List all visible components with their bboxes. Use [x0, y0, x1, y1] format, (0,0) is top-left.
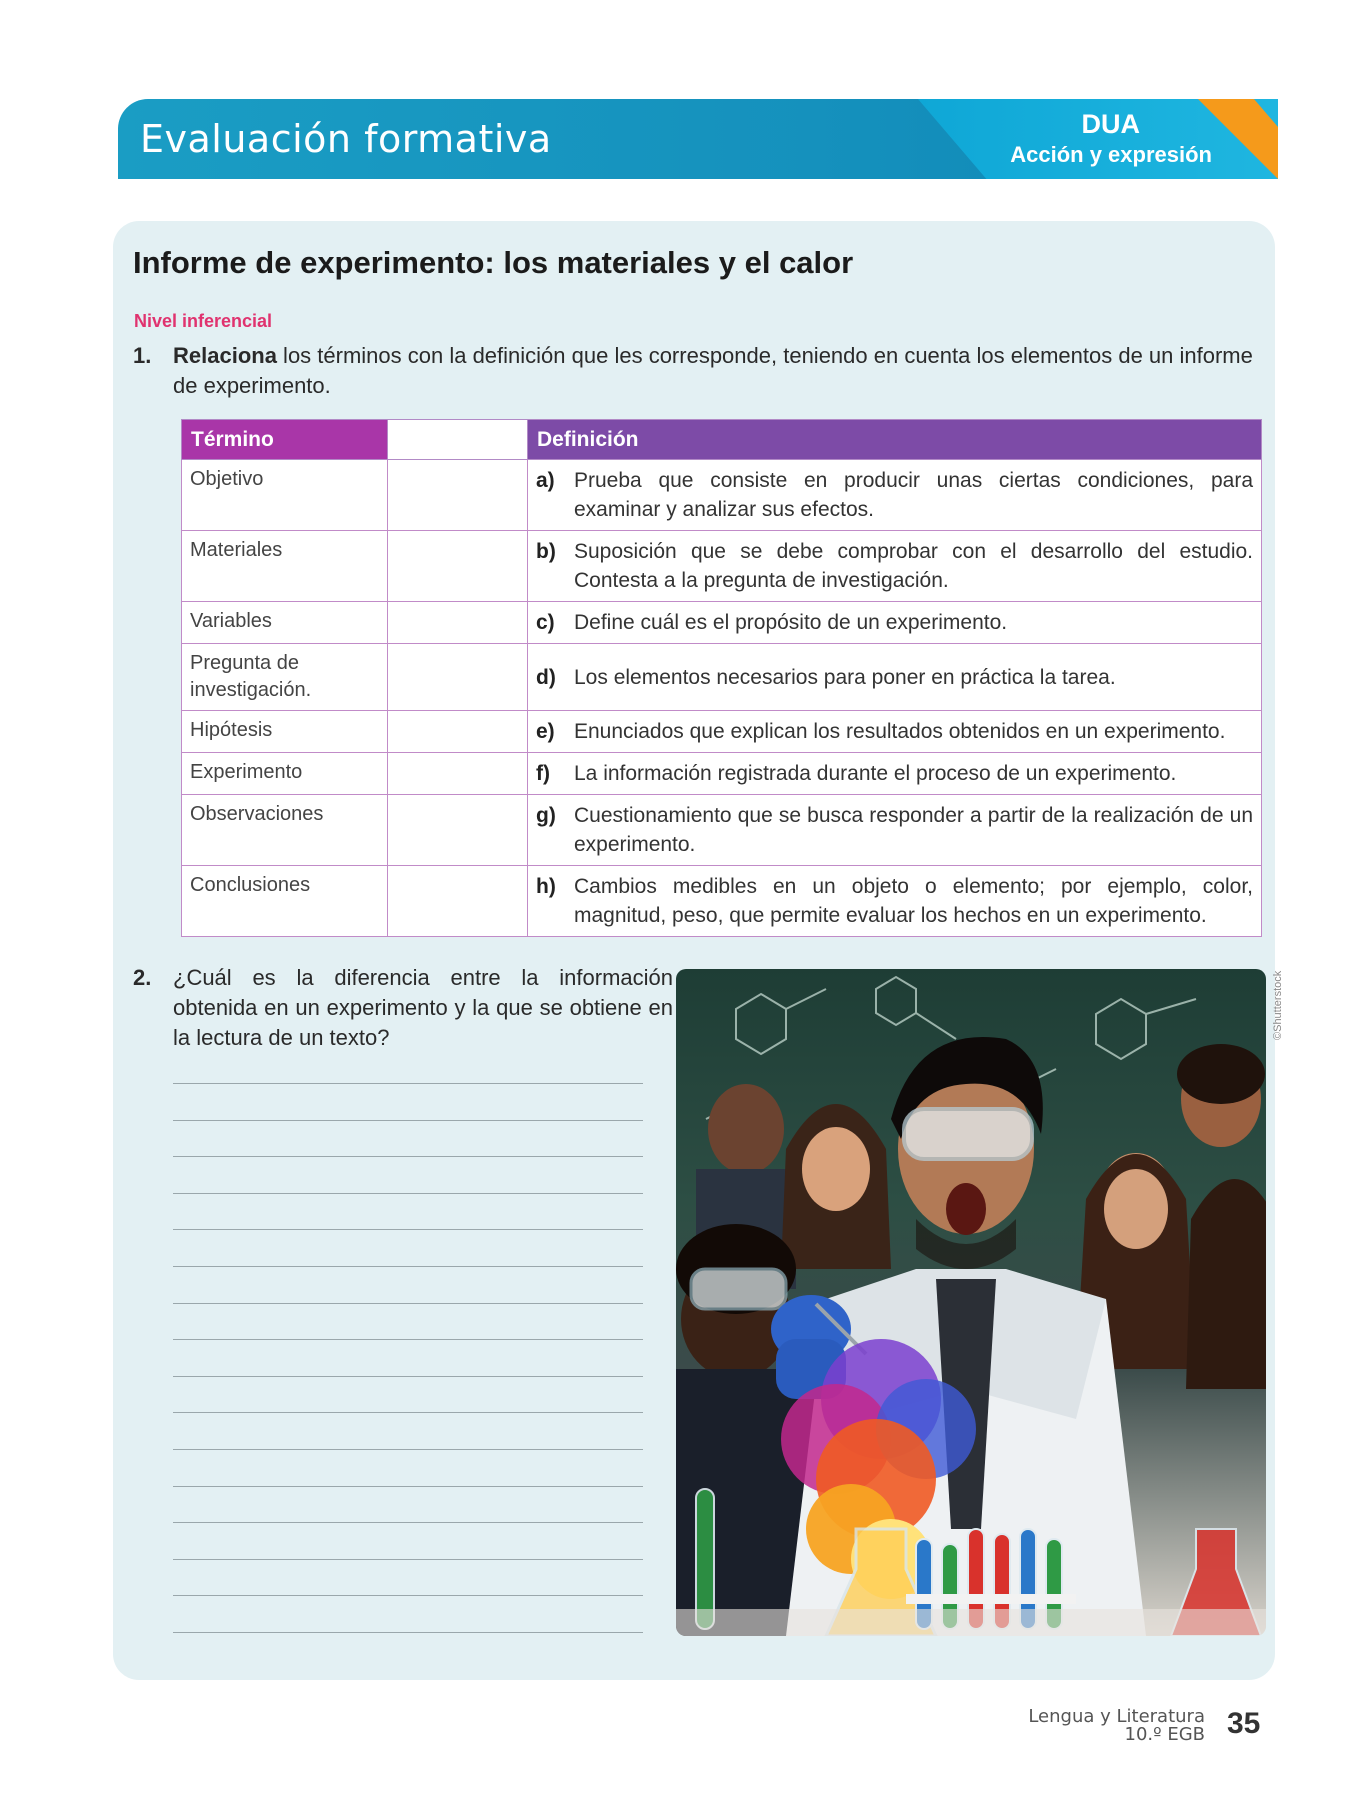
dua-label: DUA — [1081, 109, 1140, 139]
question-1-text — [173, 341, 1273, 401]
definition-letter: c) — [536, 611, 555, 634]
answer-cell[interactable] — [388, 602, 528, 644]
answer-line[interactable] — [173, 1522, 643, 1523]
answer-cell[interactable] — [388, 460, 528, 531]
definition-text: Define cuál es el propósito de un experimento. — [574, 611, 1008, 634]
table-row — [182, 531, 1262, 602]
instruction-verb: Relaciona — [173, 343, 277, 368]
term-cell: Experimento — [182, 753, 388, 795]
answer-line[interactable] — [173, 1120, 643, 1121]
subject-name: Lengua y Literatura — [1028, 1706, 1205, 1727]
definition-text: Suposición que se debe comprobar con el desarrollo del estudio. Contesta a la pregunta de investigación. — [574, 540, 1253, 592]
term-cell: Materiales — [182, 531, 388, 602]
definition-cell — [528, 795, 1262, 866]
term-cell: Objetivo — [182, 460, 388, 531]
answer-line[interactable] — [173, 1266, 643, 1267]
page-number: 35 — [1227, 1707, 1261, 1740]
definition-text: Los elementos necesarios para poner en práctica la tarea. — [574, 665, 1116, 689]
answer-line[interactable] — [173, 1632, 643, 1633]
answer-line[interactable] — [173, 1339, 643, 1340]
answer-cell[interactable] — [388, 795, 528, 866]
definition-letter: a) — [536, 469, 555, 492]
answer-lines[interactable] — [173, 1083, 643, 1669]
answer-line[interactable] — [173, 1559, 643, 1560]
question-2-text: ¿Cuál es la diferencia entre la información obtenida en un experimento y la que se obtiene en la lectura de un texto? — [173, 965, 673, 1050]
answer-line[interactable] — [173, 1486, 643, 1487]
section-title: Informe de experimento: los materiales y el calor — [133, 245, 854, 280]
definition-cell — [528, 866, 1262, 937]
definition-cell — [528, 644, 1262, 711]
term-cell: Pregunta de investigación. — [182, 644, 388, 711]
table-row — [182, 602, 1262, 644]
term-cell: Observaciones — [182, 795, 388, 866]
page-title: Evaluación formativa — [140, 117, 552, 161]
answer-line[interactable] — [173, 1376, 643, 1377]
definition-text: Prueba que consiste en producir unas ciertas condiciones, para examinar y analizar sus efectos. — [574, 469, 1253, 521]
question-number: 1. — [133, 343, 152, 368]
definition-cell — [528, 711, 1262, 753]
image-credit: ©Shutterstock — [1272, 970, 1284, 1040]
experiment-illustration — [676, 969, 1266, 1636]
definition-letter: g) — [536, 804, 556, 827]
answer-cell[interactable] — [388, 711, 528, 753]
question-number: 2. — [133, 965, 152, 990]
term-cell: Variables — [182, 602, 388, 644]
footer-subject — [1010, 1708, 1205, 1744]
answer-line[interactable] — [173, 1303, 643, 1304]
table-row — [182, 866, 1262, 937]
definition-letter: b) — [536, 540, 556, 563]
answer-line[interactable] — [173, 1449, 643, 1450]
header-definition: Definición — [528, 420, 1262, 460]
header-banner — [118, 99, 1278, 179]
definition-cell — [528, 460, 1262, 531]
definition-text: La información registrada durante el proceso de un experimento. — [574, 762, 1177, 785]
answer-line[interactable] — [173, 1412, 643, 1413]
table-row — [182, 753, 1262, 795]
level-label: Nivel inferencial — [134, 311, 273, 331]
answer-cell[interactable] — [388, 644, 528, 711]
dua-subtitle: Acción y expresión — [1010, 142, 1212, 167]
answer-cell[interactable] — [388, 753, 528, 795]
answer-line[interactable] — [173, 1083, 643, 1084]
table-row — [182, 460, 1262, 531]
definition-letter: e) — [536, 720, 555, 743]
answer-cell[interactable] — [388, 531, 528, 602]
definition-letter: h) — [536, 875, 556, 898]
answer-line[interactable] — [173, 1193, 643, 1194]
definition-text: Enunciados que explican los resultados obtenidos en un experimento. — [574, 720, 1226, 743]
term-cell: Conclusiones — [182, 866, 388, 937]
definition-text: Cuestionamiento que se busca responder a partir de la realización de un experimento. — [574, 804, 1253, 856]
content-panel — [113, 221, 1275, 1680]
definition-letter: d) — [536, 665, 556, 689]
definition-text: Cambios medibles en un objeto o elemento; por ejemplo, color, magnitud, peso, que permite evaluar los hechos en un experimento. — [574, 875, 1253, 927]
answer-line[interactable] — [173, 1156, 643, 1157]
answer-line[interactable] — [173, 1595, 643, 1596]
table-row — [182, 644, 1262, 711]
matching-table — [181, 419, 1262, 937]
header-answer-column — [388, 420, 528, 460]
instruction-text: los términos con la definición que les corresponde, teniendo en cuenta los elementos de un informe de experimento. — [173, 343, 1253, 398]
answer-line[interactable] — [173, 1229, 643, 1230]
definition-letter: f) — [536, 762, 550, 785]
term-cell: Hipótesis — [182, 711, 388, 753]
definition-cell — [528, 531, 1262, 602]
table-row — [182, 795, 1262, 866]
experiment-photo — [676, 969, 1266, 1636]
answer-cell[interactable] — [388, 866, 528, 937]
grade-label: 10.º EGB — [1124, 1724, 1205, 1745]
definition-cell — [528, 753, 1262, 795]
definition-cell — [528, 602, 1262, 644]
header-term: Término — [182, 420, 388, 460]
table-header-row — [182, 420, 1262, 460]
table-row — [182, 711, 1262, 753]
